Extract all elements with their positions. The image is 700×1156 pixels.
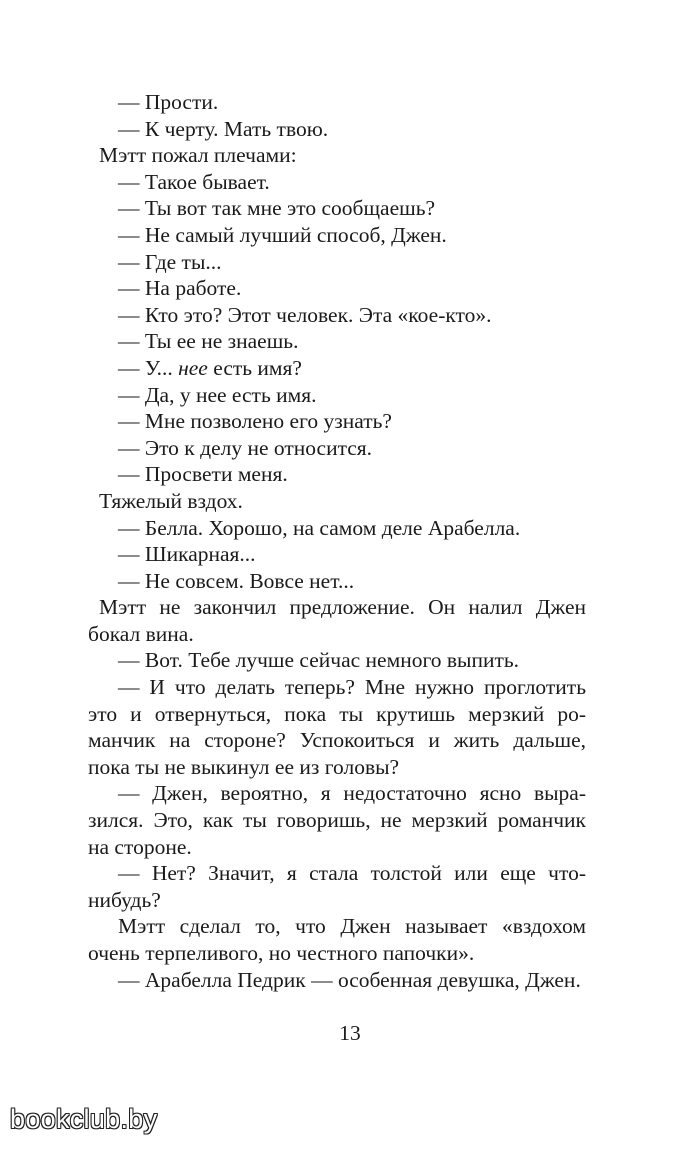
text-line: зился. Это, как ты говоришь, не мерзкий романчик	[88, 808, 586, 833]
text-line: — И что делать теперь? Мне нужно проглотить	[118, 675, 586, 700]
text-line: — Шикарная...	[118, 542, 256, 567]
text-line: — Нет? Значит, я стала толстой или еще что-	[118, 861, 586, 886]
text-line: очень терпеливого, но честного папочки».	[88, 941, 475, 965]
text-line: на стороне.	[88, 834, 192, 859]
text-line: — Прости.	[118, 90, 219, 114]
text-line: — Вот. Тебе лучше сейчас немного выпить.	[118, 648, 520, 673]
text-line: Мэтт сделал то, что Джен называет «вздохом	[118, 914, 586, 939]
text-line: — Такое бывает.	[118, 169, 270, 194]
text-line: Мэтт пожал плечами:	[99, 143, 297, 168]
text-line: нибудь?	[88, 887, 161, 912]
text-line: — Мне позволено его узнать?	[118, 409, 392, 434]
text-line: — Белла. Хорошо, на самом деле Арабелла.	[118, 515, 521, 540]
text-fragment: есть имя?	[207, 355, 302, 380]
text-line: — Это к делу не относится.	[118, 435, 373, 460]
text-line: Мэтт не закончил предложение. Он налил Джен	[99, 595, 586, 620]
text-line: — Ты ее не знаешь.	[118, 329, 299, 354]
text-line: — На работе.	[118, 276, 242, 301]
text-line: бокал вина.	[88, 621, 194, 646]
text-line: — Ты вот так мне это сообщаешь?	[118, 196, 436, 221]
text-line: — Джен, вероятно, я недостаточно ясно выра-	[118, 781, 586, 806]
text-line: пока ты не выкинул ее из головы?	[88, 754, 400, 779]
text-line: — Арабелла Педрик — особенная девушка, Джен.	[118, 967, 581, 992]
text-line: — К черту. Мать твою.	[118, 116, 329, 141]
watermark: bookclub.by	[10, 1104, 158, 1134]
page-text	[88, 89, 586, 993]
text-fragment: — У...	[118, 355, 179, 380]
text-line: манчик на стороне? Успокоиться и жить дальше,	[88, 728, 586, 753]
text-line: Тяжелый вздох.	[99, 488, 243, 513]
text-line: — Да, у нее есть имя.	[118, 382, 317, 407]
text-line: — Просвети меня.	[118, 462, 288, 487]
text-line	[118, 355, 586, 382]
text-line: — Где ты...	[118, 249, 222, 274]
italic-text: нее	[178, 355, 208, 380]
text-line: это и отвернуться, пока ты крутишь мерзкий ро-	[88, 701, 586, 726]
text-line: — Не самый лучший способ, Джен.	[118, 222, 447, 247]
text-line: — Не совсем. Вовсе нет...	[118, 568, 355, 593]
page-number: 13	[339, 1021, 361, 1045]
text-line: — Кто это? Этот человек. Эта «кое-кто».	[118, 302, 492, 327]
